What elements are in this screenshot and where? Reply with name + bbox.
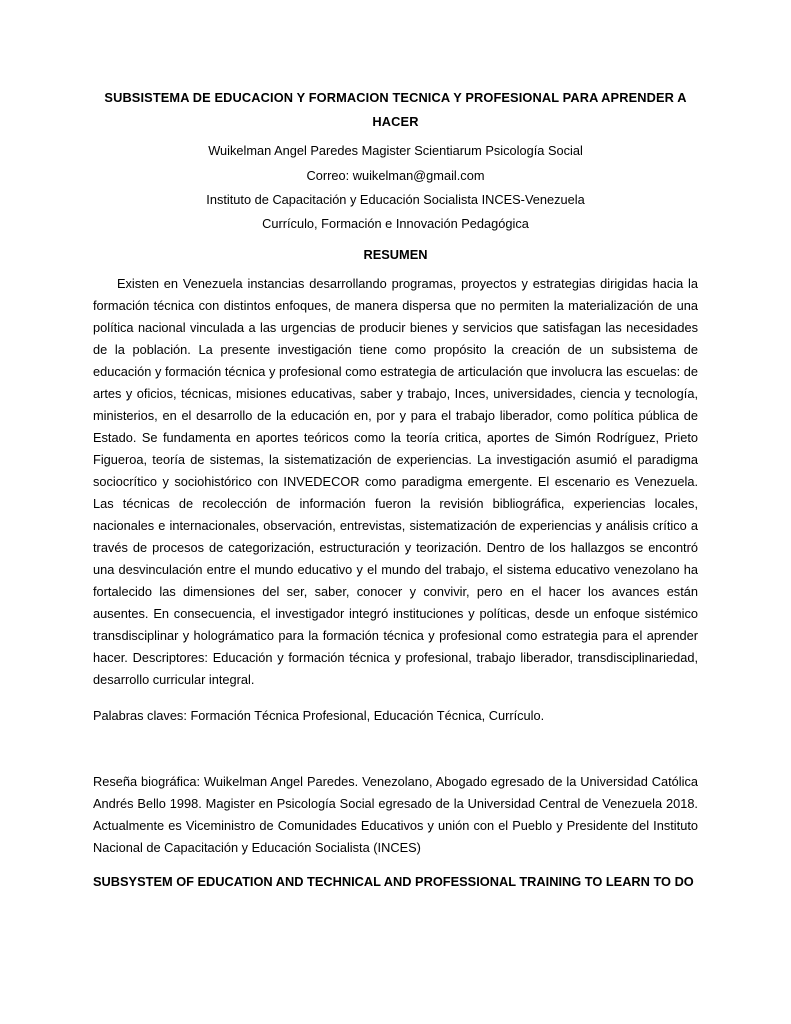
page-title: SUBSISTEMA DE EDUCACION Y FORMACION TECNICA Y PROFESIONAL PARA APRENDER A HACER: [104, 90, 687, 129]
theme-line: Currículo, Formación e Innovación Pedagógica: [262, 216, 529, 232]
keywords-line: Palabras claves: Formación Técnica Profesional, Educación Técnica, Currículo.: [93, 707, 545, 723]
abstract-heading: RESUMEN: [363, 246, 428, 262]
abstract-paragraph: Existen en Venezuela instancias desarrollando programas, proyectos y estrategias dirigidas hacia la formación técnica con distintos enfoques, de manera dispersa que no permiten la materialización de una política nacional vinculada a las urgencias de producir bienes y servicios que satisfagan las necesidades de la población. La presente investigación tiene como propósito la creación de un subsistema de educación y formación técnica y profesional como estrategia de articulación que involucra las escuelas: de artes y oficios, técnicas, misiones educativas, saber y trabajo, Inces, universidades, ciencia y tecnología, ministerios, en el desarrollo de la educación en, por y para el trabajo liberador, como política pública de Estado. Se fundamenta en aportes teóricos como la teoría critica, aportes de Simón Rodríguez, Prieto Figueroa, teoría de sistemas, la sistematización de experiencias. La investigación asumió el paradigma sociocrítico y sociohistórico con INVEDECOR como paradigma emergente. El escenario es Venezuela. Las técnicas de recolección de información fueron la revisión bibliográfica, experiencias locales, nacionales e internacionales, observación, entrevistas, sistematización de experiencias y análisis crítico a través de procesos de categorización, estructuración y teorización. Dentro de los hallazgos se encontró una desvinculación entre el mundo educativo y el mundo del trabajo, el sistema educativo venezolano ha fortalecido las dimensiones del ser, saber, conocer y convivir, pero en el hacer los avances están ausentes. En consecuencia, el investigador integró instituciones y políticas, desde un enfoque sistémico transdisciplinar y holográmatico para la formación técnica y profesional como estrategia para el aprender hacer. Descriptores: Educación y formación técnica y profesional, trabajo liberador, transdisciplinariedad, desarrollo curricular integral.: [93, 275, 698, 687]
english-title: SUBSYSTEM OF EDUCATION AND TECHNICAL AND PROFESSIONAL TRAINING TO LEARN TO DO: [93, 873, 694, 889]
institution-line: Instituto de Capacitación y Educación Socialista INCES-Venezuela: [206, 191, 585, 207]
email-line: Correo: wuikelman@gmail.com: [306, 167, 485, 183]
biography-paragraph: Reseña biográfica: Wuikelman Angel Paredes. Venezolano, Abogado egresado de la Universidad Católica Andrés Bello 1998. Magister en Psicología Social egresado de la Universidad Central de Venezuela 2018. Actualmente es Viceministro de Comunidades Educativos y unión con el Pueblo y Presidente del Instituto Nacional de Capacitación y Educación Socialista (INCES): [93, 773, 698, 855]
author-line: Wuikelman Angel Paredes Magister Scientiarum Psicología Social: [208, 143, 583, 159]
